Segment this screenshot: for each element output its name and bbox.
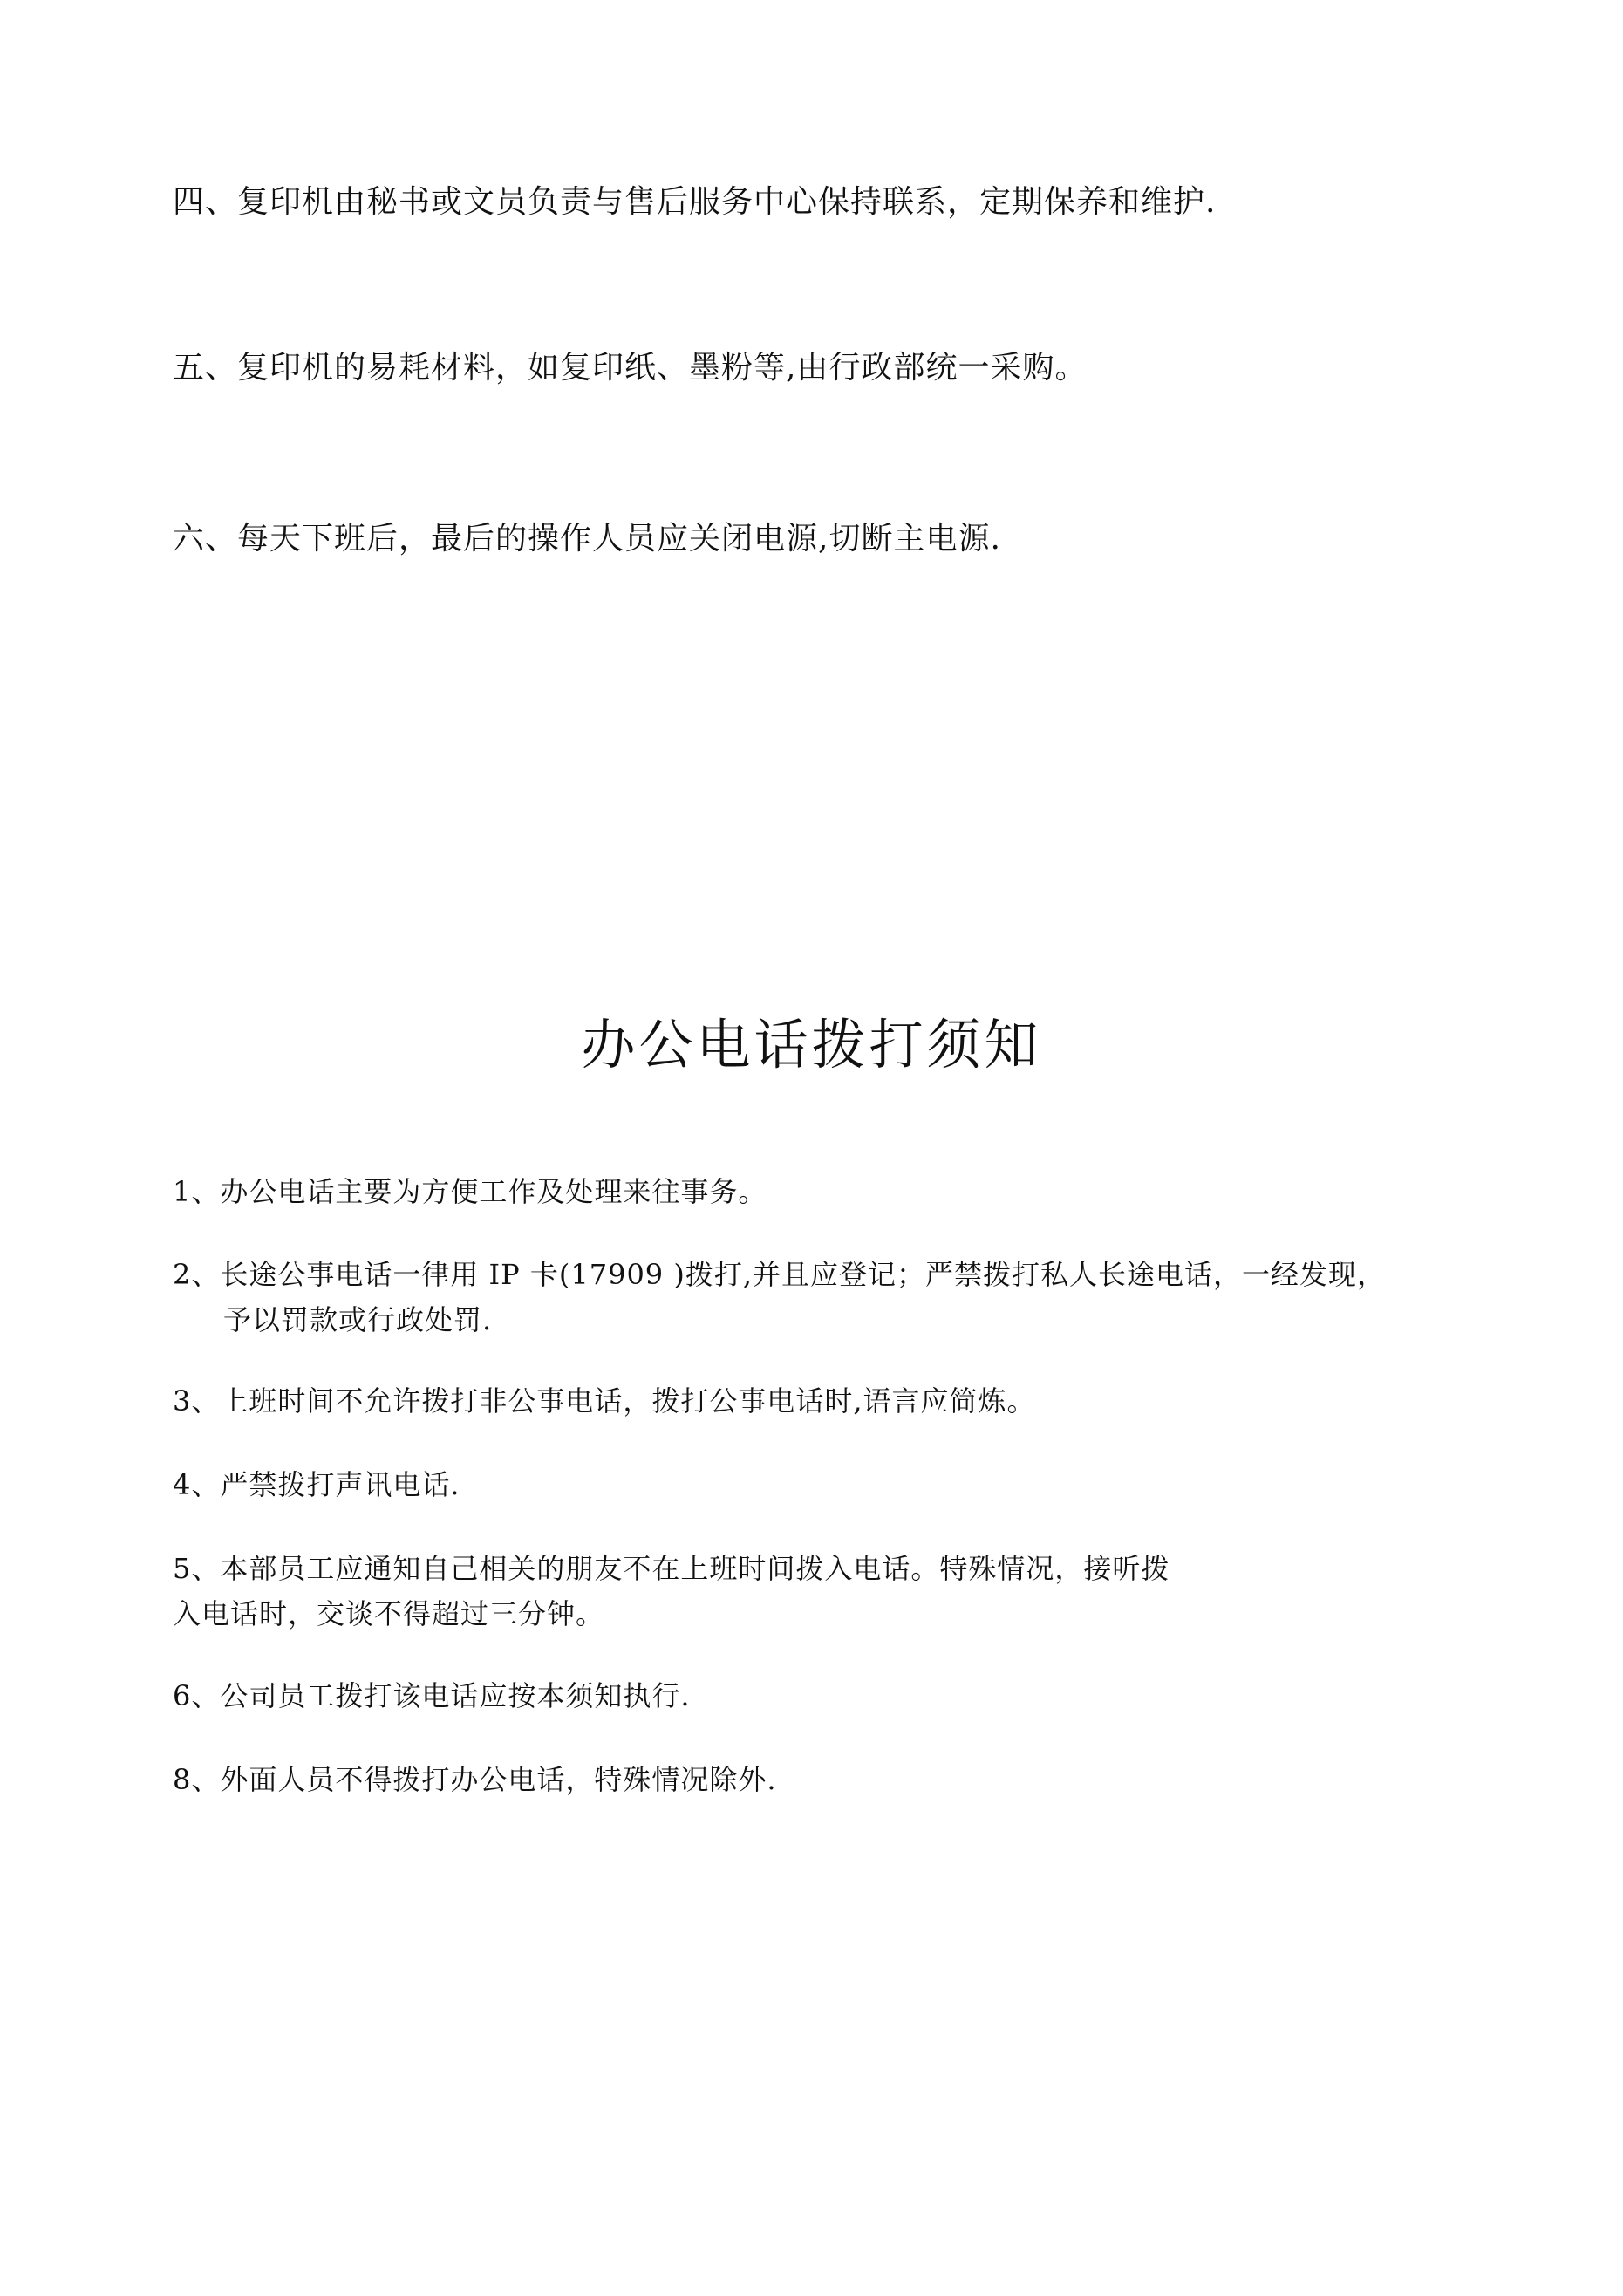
- phone-rule-6-text: 6、公司员工拨打该电话应按本须知执行.: [173, 1679, 691, 1712]
- copier-rule-4: 四、复印机由秘书或文员负责与售后服务中心保持联系，定期保养和维护.: [173, 184, 1217, 220]
- page-title: 办公电话拨打须知: [581, 1013, 1042, 1076]
- phone-rule-5-text: 5、本部员工应通知自己相关的朋友不在上班时间拨入电话。特殊情况，接听拨: [173, 1552, 1170, 1585]
- phone-rule-3: [173, 1378, 1036, 1424]
- phone-rule-4: [173, 1462, 460, 1507]
- phone-rule-6: [173, 1673, 691, 1719]
- copier-rule-5: 五、复印机的易耗材料，如复印纸、墨粉等,由行政部统一采购。: [173, 350, 1088, 386]
- phone-rule-8-text: 8、外面人员不得拨打办公电话，特殊情况除外.: [173, 1763, 777, 1796]
- phone-rule-1: [173, 1169, 767, 1214]
- phone-rule-2-continuation: 予以罚款或行政处罚.: [223, 1303, 493, 1336]
- phone-rule-2-text: 2、长途公事电话一律用 IP 卡(17909 )拨打,并且应登记；严禁拨打私人长途电话，一经发现，: [173, 1258, 1386, 1291]
- phone-rule-1-text: 1、办公电话主要为方便工作及处理来往事务。: [173, 1175, 767, 1208]
- copier-rule-6: 六、每天下班后，最后的操作人员应关闭电源,切断主电源.: [173, 521, 1001, 557]
- phone-rule-3-text: 3、上班时间不允许拨打非公事电话，拨打公事电话时,语言应简炼。: [173, 1384, 1036, 1418]
- phone-rule-8: [173, 1757, 777, 1802]
- phone-rule-5-continuation: 入电话时，交谈不得超过三分钟。: [173, 1597, 605, 1630]
- phone-rule-4-text: 4、严禁拨打声讯电话.: [173, 1468, 460, 1501]
- phone-rule-5: [173, 1546, 1170, 1637]
- phone-rule-2: [173, 1252, 1386, 1343]
